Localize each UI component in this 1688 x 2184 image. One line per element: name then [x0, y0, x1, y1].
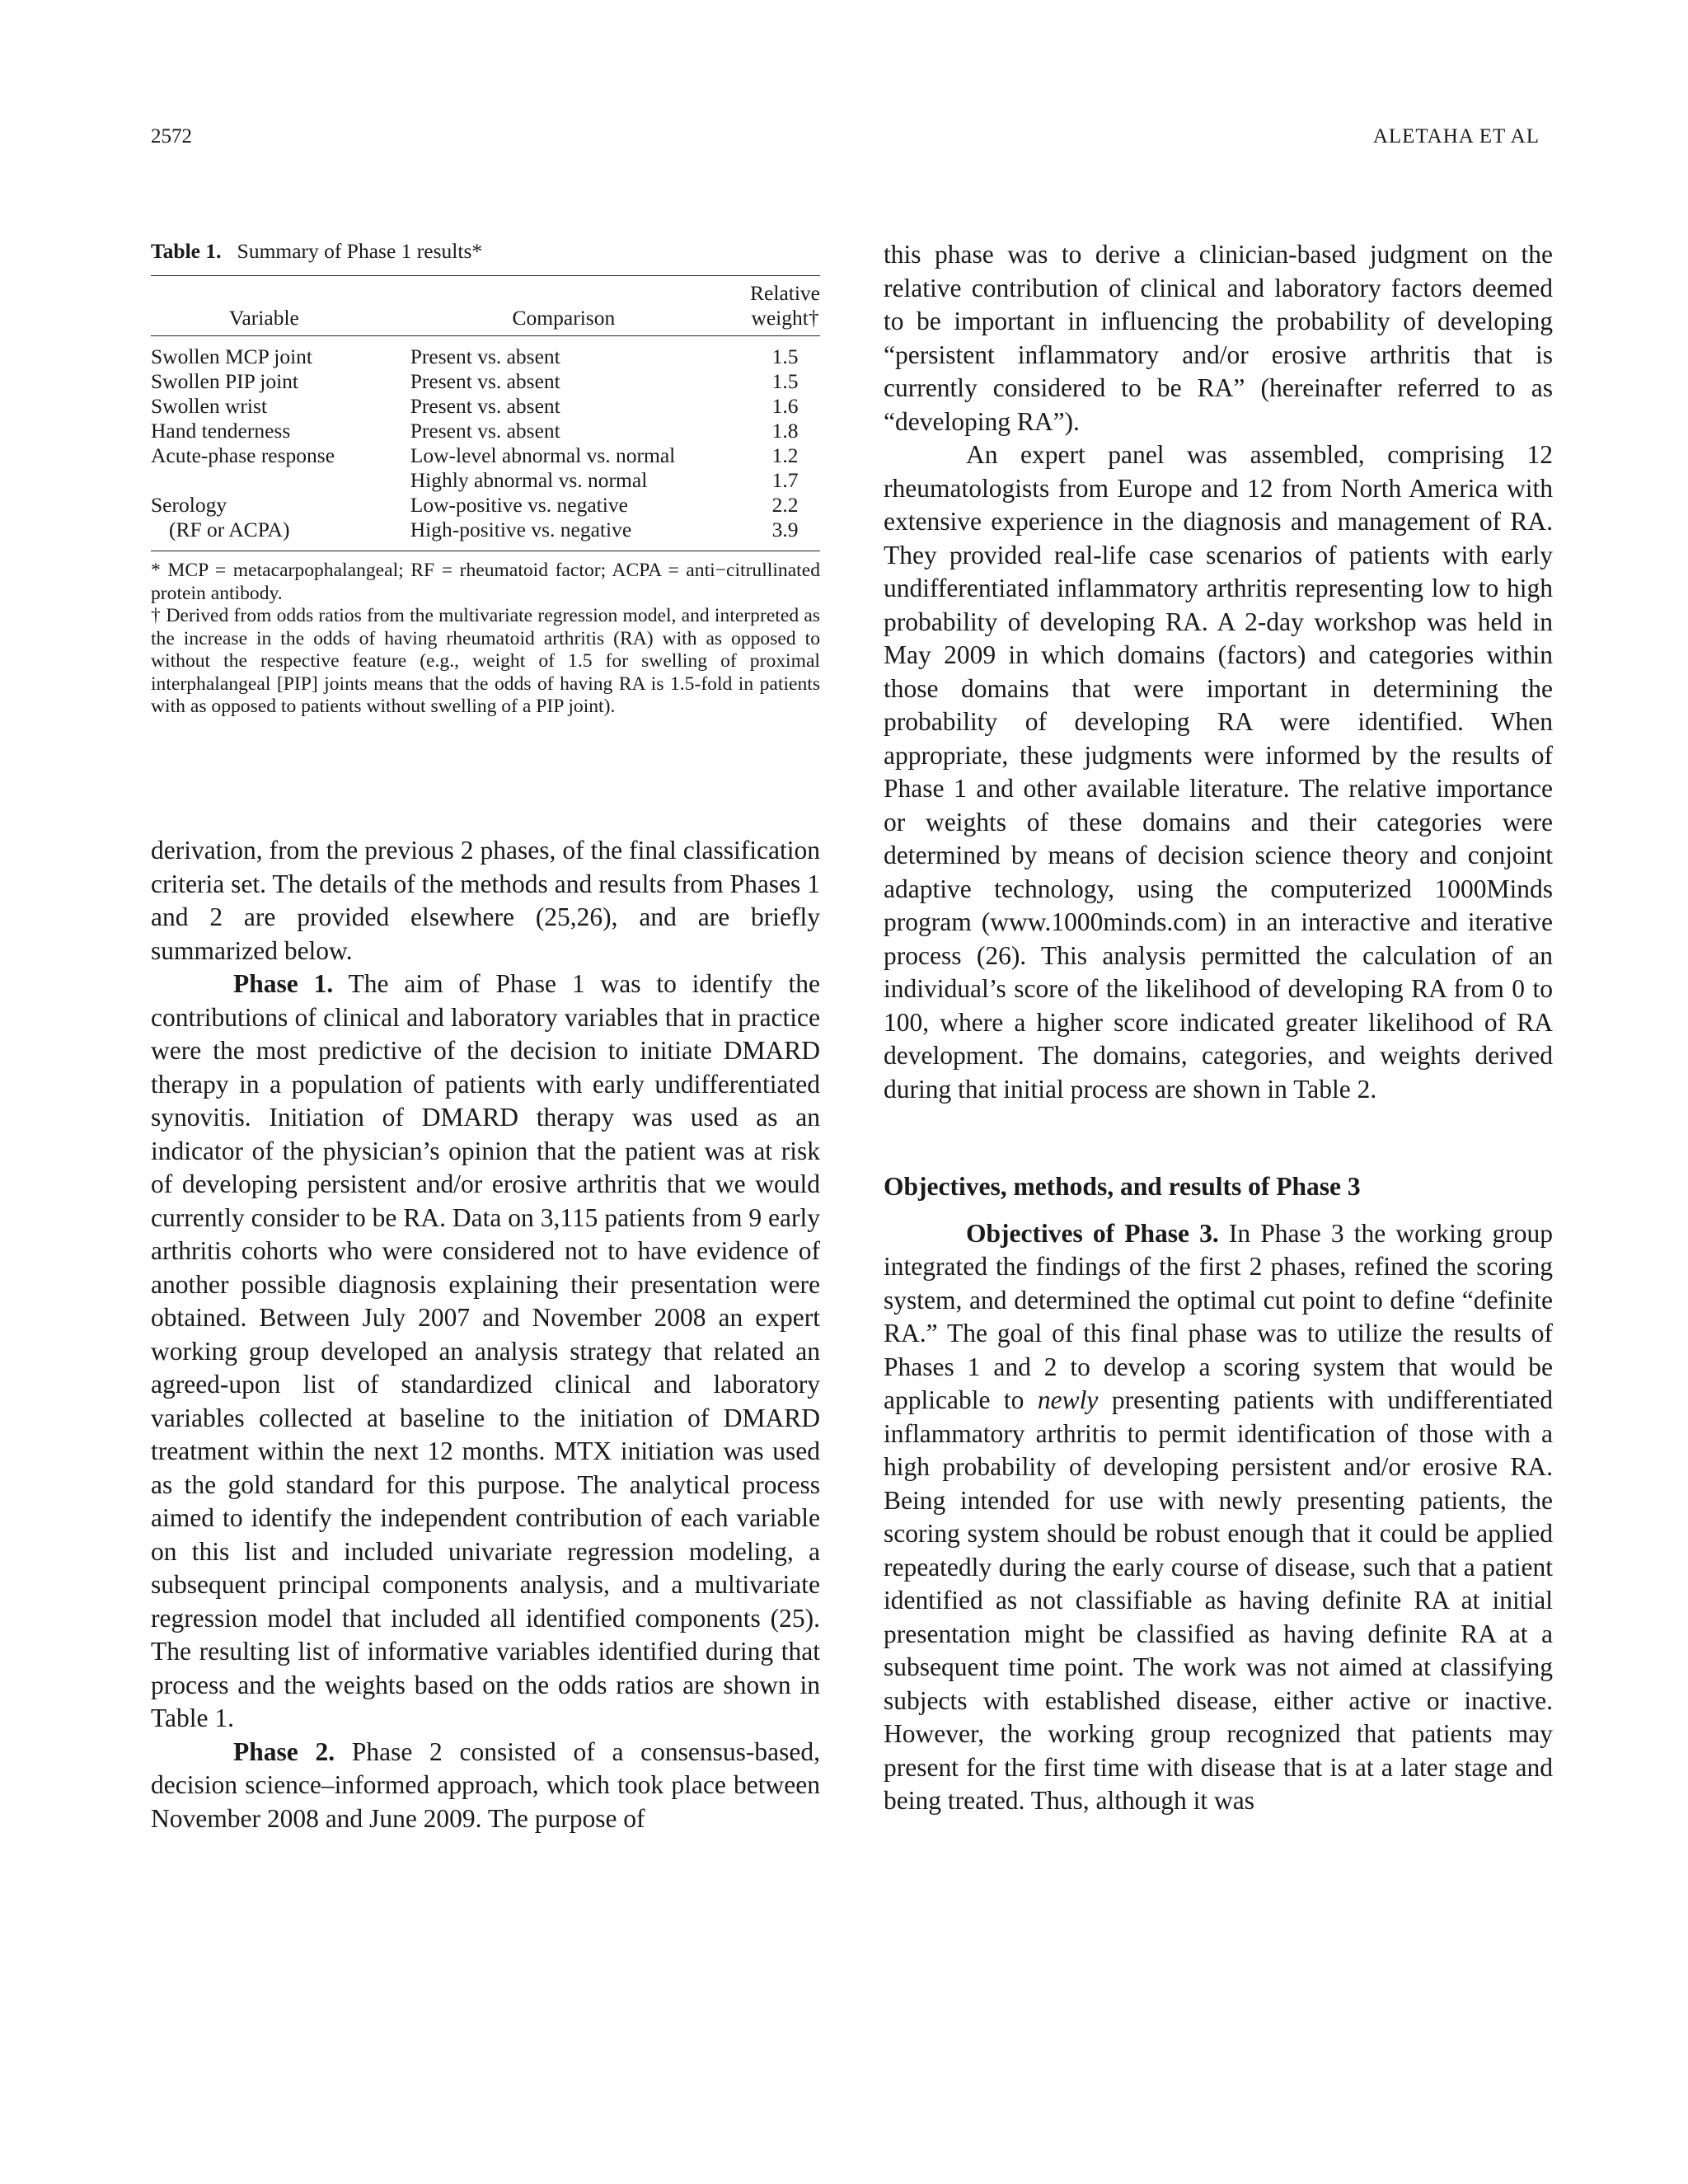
header-relative-weight — [750, 276, 820, 335]
table-row — [151, 419, 820, 443]
objectives-text-a: In Phase 3 the working group integrated the findings of the first 2 phases, refined the scoring system, and determined the optimal cut point to define “definite RA.” The goal of this final phase was to utilize the results of Phases 1 and 2 to develop a scoring system that would be applicable to — [884, 1218, 1553, 1414]
cell-variable: Swollen MCP joint — [151, 344, 313, 368]
table-row — [151, 336, 820, 369]
cell-comparison: Present vs. absent — [410, 369, 560, 393]
table-caption-label: Table 1. — [151, 239, 222, 263]
cell-weight: 1.5 — [771, 369, 799, 393]
table-footnote-weights: † Derived from odds ratios from the multivariate regression model, and interpreted as the increase in the odds of having rheumatoid arthritis (RA) with as opposed to without the respective feature (e.g., weight of 1.5 for swelling of proximal interphalangeal [PIP] joints means that the odds of having RA is 1.5-fold in patients with as opposed to patients without swelling of a PIP joint). — [151, 605, 820, 717]
running-head: ALETAHA ET AL — [1372, 125, 1540, 148]
paragraph-derivation: derivation, from the previous 2 phases, of the final classification criteria set. The details of the methods and results from Phases 1 and 2 are provided elsewhere (25,26), and are briefly summarized below. — [151, 836, 820, 965]
cell-weight: 1.7 — [771, 468, 799, 492]
cell-variable: Serology — [151, 493, 227, 517]
table-row — [151, 443, 820, 468]
table-caption — [151, 239, 820, 264]
table-row — [151, 468, 820, 493]
page-number: 2572 — [151, 125, 192, 148]
phase-1-label: Phase 1. — [233, 969, 334, 998]
header-variable: Variable — [228, 306, 299, 330]
paragraph-expert-panel: An expert panel was assembled, comprising 12 rheumatologists from Europe and 12 from North America with extensive experience in the diagnosis and management of RA. They provided real-life case scenarios of patients with early undifferentiated inflammatory arthritis representing low to high probability of developing RA. A 2-day workshop was held in May 2009 in which domains (factors) and categories within those domains that were important in determining the probability of developing RA were identified. When appropriate, these judgments were informed by the results of Phase 1 and other available literature. The relative importance or weights of these domains and their categories were determined by means of decision science theory and conjoint adaptive technology, using the computerized 1000Minds program (www.1000minds.com) in an interactive and iterative process (26). This analysis permitted the calculation of an individual’s score of the likelihood of developing RA from 0 to 100, where a higher score indicated greater likelihood of RA development. The domains, categories, and weights derived during that initial process are shown in Table 2. — [884, 440, 1553, 1104]
cell-weight: 2.2 — [771, 493, 799, 517]
table-row — [151, 369, 820, 394]
header-weight-line1: Relative — [750, 281, 820, 305]
cell-weight: 3.9 — [771, 518, 799, 541]
left-text-column — [151, 834, 820, 1835]
cell-variable — [151, 468, 410, 493]
objectives-italic-newly: newly — [1037, 1385, 1099, 1414]
paragraph-phase-1 — [151, 968, 820, 1736]
paragraph-phase-2 — [151, 1736, 820, 1836]
cell-variable: Swollen wrist — [151, 394, 267, 418]
table-row — [151, 493, 820, 518]
table-header-row — [151, 276, 820, 335]
table-row — [151, 518, 820, 551]
phase-1-text: The aim of Phase 1 was to identify the contributions of clinical and laboratory variables that in practice were the most predictive of the decision to initiate DMARD therapy in a population of patients with early undifferentiated synovitis. Initiation of DMARD therapy was used as an indicator of the physician’s opinion that the patient was at risk of developing persistent and/or erosive arthritis that we would currently consider to be RA. Data on 3,115 patients from 9 early arthritis cohorts who were considered not to have evidence of another possible diagnosis explaining their presentation were obtained. Between July 2007 and November 2008 an expert working group developed an analysis strategy that related an agreed-upon list of standardized clinical and laboratory variables collected at baseline to the initiation of DMARD treatment within the next 12 months. MTX initiation was used as the gold standard for this purpose. The analytical process aimed to identify the independent contribution of each variable on this list and included univariate regression modeling, a subsequent principal components analysis, and a multivariate regression model that included all identified components (25). The resulting list of informative variables identified during that process and the weights based on the odds ratios are shown in Table 1. — [151, 969, 820, 1732]
cell-comparison: Highly abnormal vs. normal — [410, 468, 648, 492]
objectives-label: Objectives of Phase 3. — [966, 1218, 1219, 1248]
table-row — [151, 394, 820, 419]
cell-variable: Swollen PIP joint — [151, 369, 298, 393]
cell-comparison: Present vs. absent — [410, 344, 560, 368]
section-spacer — [884, 1106, 1553, 1141]
cell-comparison: High-positive vs. negative — [410, 518, 632, 541]
table-caption-text: Summary of Phase 1 results* — [237, 239, 483, 263]
phase-2-label: Phase 2. — [233, 1736, 335, 1766]
table-footnote-abbreviations: * MCP = metacarpophalangeal; RF = rheumatoid factor; ACPA = anti−citrullinated protein antibody. — [151, 560, 820, 604]
right-text-column — [884, 238, 1553, 1818]
cell-variable: Hand tenderness — [151, 419, 291, 443]
section-heading-phase-3: Objectives, methods, and results of Phase 3 — [884, 1172, 1361, 1201]
header-comparison: Comparison — [512, 306, 616, 330]
cell-comparison: Low-positive vs. negative — [410, 493, 628, 517]
cell-comparison: Low-level abnormal vs. normal — [410, 443, 676, 467]
cell-comparison: Present vs. absent — [410, 419, 560, 443]
header-weight-line2: weight† — [751, 306, 819, 330]
phase-2-text: Phase 2 consisted of a consensus-based, decision science–informed approach, which took place between November 2008 and June 2009. The purpose of — [151, 1736, 820, 1833]
table-1 — [151, 239, 820, 719]
cell-variable: (RF or ACPA) — [169, 518, 290, 541]
objectives-text-b: presenting patients with undifferentiated inflammatory arthritis to permit identification of those with a high probability of developing persistent and/or erosive RA. Being intended for use with newly presenting patients, the scoring system should be robust enough that it could be applied repeatedly during the early course of disease, such that a patient identified as not classifiable as having definite RA at initial presentation might be classified as having definite RA at a subsequent time point. The work was not aimed at classifying subjects with established disease, either active or inactive. However, the working group recognized that patients may present for the first time with disease that is at a later stage and being treated. Thus, although it was — [884, 1385, 1553, 1815]
paragraph-phase-2-purpose: this phase was to derive a clinician-based judgment on the relative contribution of clinical and laboratory factors deemed to be important in influencing the probability of developing “persistent inflammatory and/or erosive arthritis that is currently considered to be RA” (hereinafter referred to as “developing RA”). — [884, 240, 1553, 436]
cell-weight: 1.8 — [771, 419, 799, 443]
cell-weight: 1.5 — [771, 344, 799, 368]
cell-weight: 1.6 — [771, 394, 799, 418]
paragraph-objectives-phase-3 — [884, 1217, 1553, 1818]
table-footnotes — [151, 560, 820, 719]
cell-variable: Acute-phase response — [151, 443, 335, 467]
summary-table — [151, 276, 820, 551]
cell-comparison: Present vs. absent — [410, 394, 560, 418]
cell-weight: 1.2 — [771, 443, 799, 467]
